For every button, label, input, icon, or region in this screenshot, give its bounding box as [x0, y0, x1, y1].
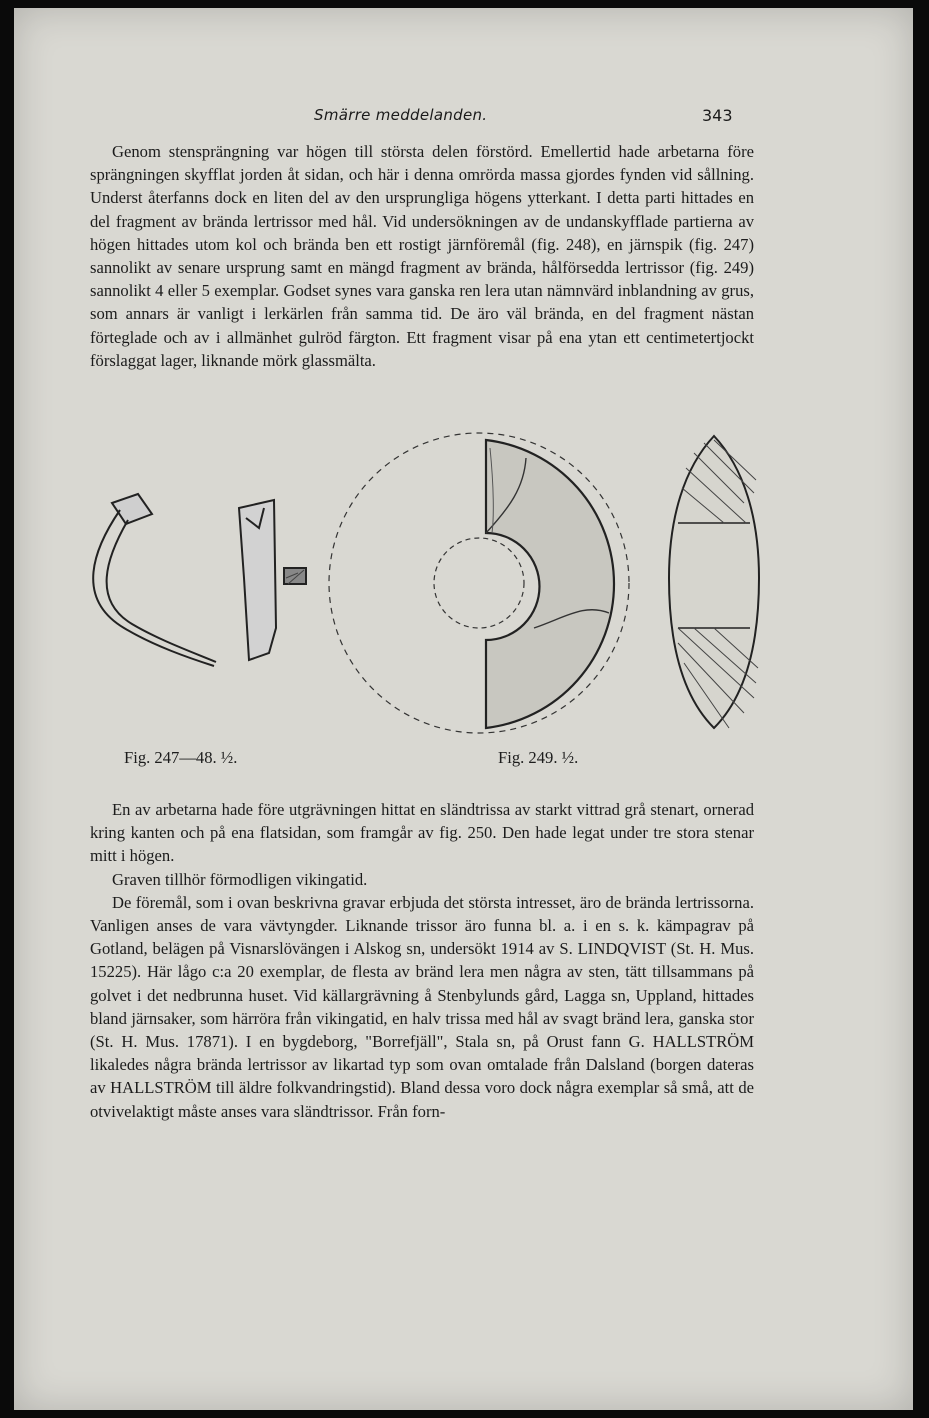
- figure-caption-247-48: Fig. 247—48. ½.: [124, 748, 238, 767]
- paragraph: Genom stensprängning var högen till största delen förstörd. Emellertid hade arbetarna före sprängningen skyfflat jorden åt sidan, och här i denna omrörda massa gjordes fynden vid sållning. Underst återfanns dock en liten del av den ursprungliga högens ytterkant. I detta parti hittades en del fragment av brända lertrissor med hål. Vid undersökningen av de undanskyfflade partierna av högen hittades utom kol och brända ben ett rostigt järnföremål (fig. 248), en järnspik (fig. 247) sannolikt av senare ursprung samt en mängd fragment av brända, hålförsedda lertrissor (fig. 249) sannolikt 4 eller 5 exemplar. Godset synes vara ganska ren lera utan nämnvärd inblandning av grus, som annars är vanligt i lerkärlen från samma tid. De äro väl brända, en del fragment nästan förteglade och av i allmänhet gulröd färgton. Ett fragment visar på ena ytan ett centimetertjockt förslaggat lager, liknande mörk glassmälta.: [90, 142, 754, 370]
- running-title: Smärre meddelanden.: [314, 106, 488, 124]
- page-number: 343: [702, 106, 733, 125]
- iron-object-illustration: [239, 500, 306, 660]
- figure-caption-249: Fig. 249. ½.: [498, 748, 579, 767]
- paragraph: De föremål, som i ovan beskrivna gravar erbjuda det största intresset, äro de brända lertrissorna. Vanligen anses de vara vävtyngder. Liknande trissor äro funna bl. a. i en s. k. kämpagrav på Gotland, belägen på Visnarslövängen i Alskog sn, undersökt 1914 av S. LINDQVIST (St. H. Mus. 15225). Här lågo c:a 20 exemplar, de flesta av bränd lera men några av sten, tätt tillsammans på golvet i det nedbrunna huset. Vid källargrävning å Stenbylunds gård, Lagga sn, Uppland, hittades bland järnsaker, som härröra från vikingatid, en halv trissa med hål av svagt bränd lera, ganska stor (St. H. Mus. 17871). I en bygdeborg, "Borrefjäll", Stala sn, på Orust fann G. HALLSTRÖM likaledes några brända lertrissor av likartad typ som ovan omtalade från Dalsland (borgen dateras av HALLSTRÖM till äldre folkvandringstid). Bland dessa voro dock några exemplar så små, att de otvivelaktigt måste anses vara sländtrissor. Från forn-: [90, 892, 754, 1121]
- paragraph: Graven tillhör förmodligen vikingatid.: [112, 869, 368, 889]
- clay-disc-illustration: [329, 433, 629, 733]
- page-header: [14, 106, 913, 132]
- text-block-top: [90, 140, 754, 372]
- iron-nail-illustration: [93, 494, 216, 666]
- book-page: [14, 8, 913, 1410]
- disc-profile-illustration: [669, 436, 759, 728]
- text-block-bottom: [90, 798, 754, 1123]
- figure-illustrations: [54, 428, 774, 748]
- paragraph: En av arbetarna hade före utgrävningen hittat en sländtrissa av starkt vittrad grå stenart, ornerad kring kanten och på ena flatsidan, som framgår av fig. 250. Den hade legat under tre stora stenar mitt i högen.: [90, 800, 754, 866]
